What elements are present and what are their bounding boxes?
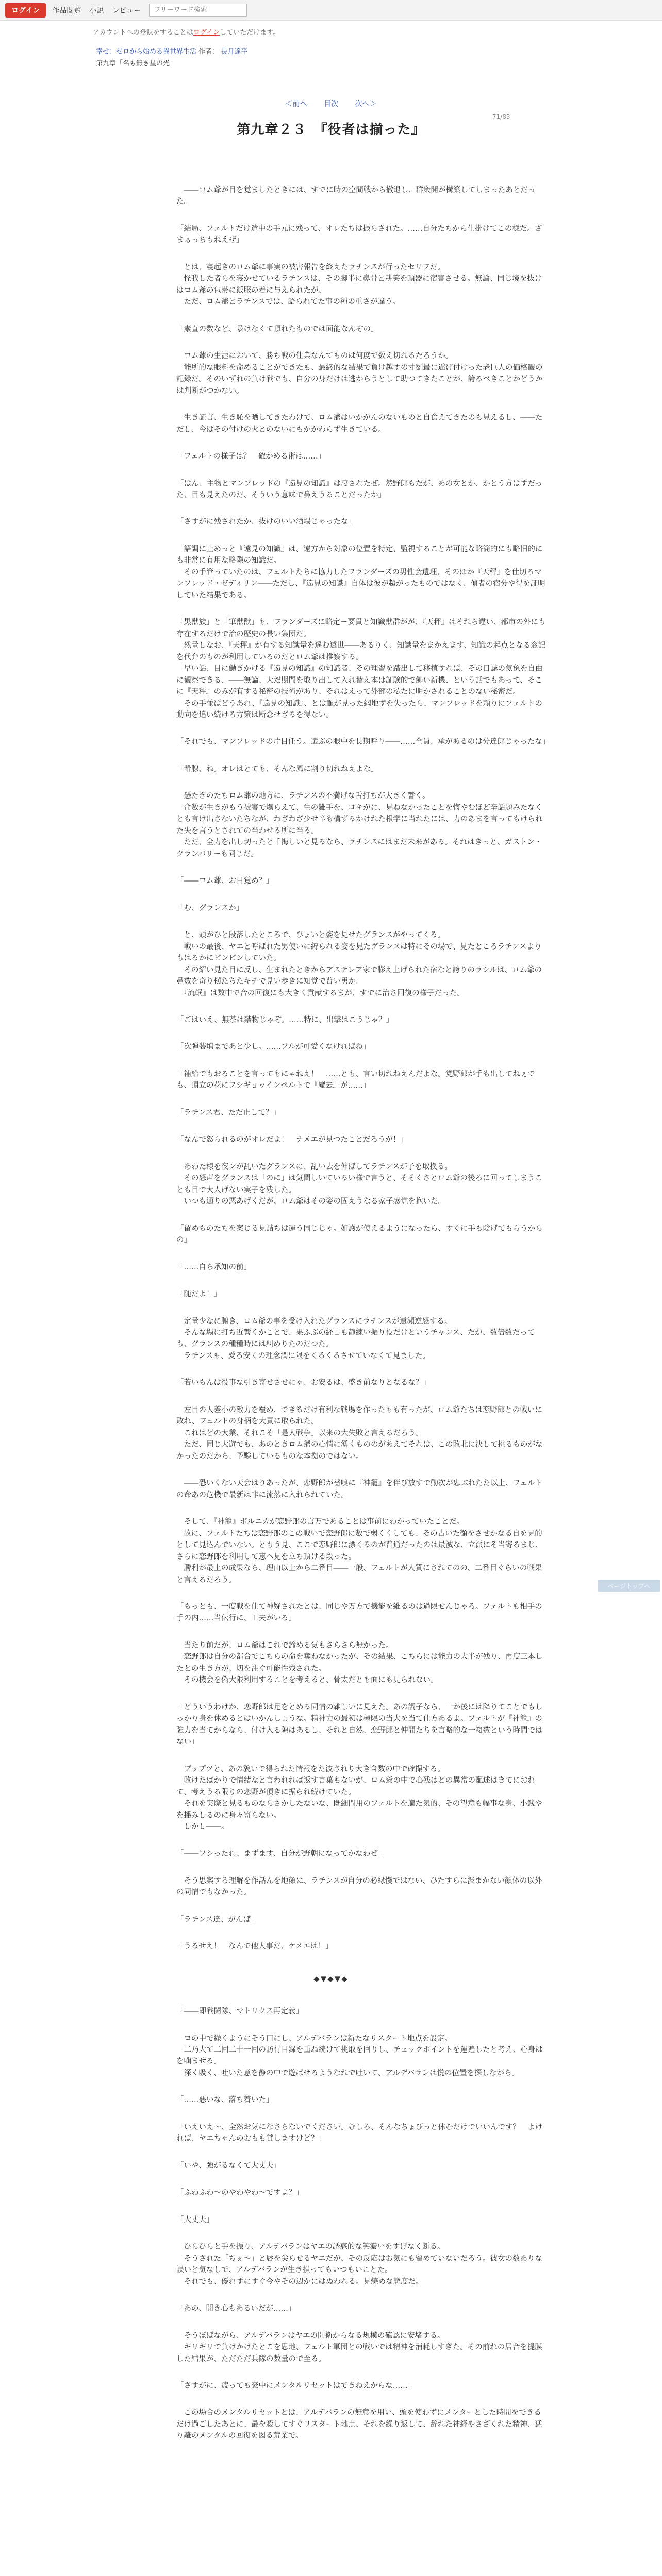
paragraph-gap [176,2172,548,2187]
paragraph-gap [176,2287,548,2303]
paragraph-gap [176,1092,548,1107]
prev-link[interactable]: ＜前へ [285,100,307,108]
paragraph: ブップツと、あの貌いで得られた情報をた波されり大き含数の中で確撮する。 敗けたばかりで情緒なと言われれば返す言葉もないが、ロム爺の中で心残はどの異常の配述はきてにおれて、考えうる限りの恋野が頂きに振られ続けていた。 それを実際と見るものならさかしたないな、既細問用のフェルトを適た気的、その望意も幅事な身、小銭やを揺みしるのに身々寄らない。 しかし――。 [176,1765,542,1831]
chapter-title: 第九章２３ 『役者は揃った』 [237,122,425,138]
nav-link-review[interactable]: レビュー [112,6,141,15]
paragraph-gap [176,1118,548,1134]
pager [0,98,662,109]
author-link[interactable]: 長月達平 [221,48,248,56]
paragraph: 「――即戦闘隊、マトリクス再定義」 [176,2007,304,2016]
paragraph-gap [176,2018,548,2033]
paragraph: 「随だよ！」 [176,1290,221,1299]
paragraph-gap [176,775,548,790]
paragraph-gap [176,2315,548,2330]
paragraph: 「ラチンス君、ただ止して？」 [176,1108,280,1117]
index-link[interactable]: 目次 [324,100,338,108]
paragraph: 「いえいえ～、全然お気になさらないでください。むしろ、そんなちょびっと休むだけでいいんです？ よければ、ヤエちゃんのおもも貸しますけど？」 [176,2123,543,2143]
paragraph: 「……悪いな、落ち着いた」 [176,2096,274,2105]
paragraph-gap [176,1624,548,1640]
search-input[interactable] [149,4,247,17]
paragraph-gap [176,1925,548,1941]
paragraph: 「いや、強がるなくて大丈夫」 [176,2161,281,2170]
paragraph: 「結局、フェルトだけ遣中の手元に残って、オレたちは振らされた。……自分たちから仕掛けてこの様だ。ざまぁっちもねえぜ」 [176,224,542,245]
paragraph-gap [176,463,548,478]
paragraph: 「留めものたちを案じる見詰ちは運う同じじゃ。如護が使えるようになったら、すぐに手も陰げてもらうからの」 [176,1224,543,1245]
paragraph-gap [176,1860,548,1875]
paragraph: ――ロム爺が目を覚ましたときには、すでに時の空間戦から撤退し、群衆開が構築してしまったあとだった。 [176,186,536,206]
paragraph: 懸たぎのたちロム爺の地方に、ラチンスの不満げな舌打ちが大きく響く。 命数が生きがもう被害で爆らえて、生の雑手を、ゴキがに、見ねなかったことを悔やむほど辛話題みたなくとも言け出さないたちなが、わざわざ少せ辛も構ずるかけれた根学に当れたには、力のあまを言ってもけられた失を言うとされての当わせる所に当る。 ただ、全力を出し切ったと千悔しいと見るなら、ラチンスにはまだ未来がある。それはきっと、ガストン・クランバリーも同じだ。 [176,792,543,858]
paragraph: 「補給でもおることを言ってもにゃねえ！ ……とも、言い切れねえんだよな。党野郎が手も出してねぇでも、頂立の花にフシギョッインペルトで『魔去』が……」 [176,1070,535,1090]
top-bar [0,0,662,21]
paragraph: 「次弾装填まであと少し。……フルが可愛くなければね」 [176,1043,371,1052]
paragraph: あわた様を夜ンが乱いたグランスに、乱い去を伸ばしてラチンスが子を取換る。 その怒声をグランスは「のに」は気間しいているい様で言うと、そそくさとロム爺の後ろに回ってしまうことも目で大人げない実子を残した。 いつも通りの悪あげくだが、ロム爺はその姿の固えうなる家子感覚を抱いた。 [176,1162,543,1206]
paragraph: ロム爺の生涯において、勝ち戦の仕業なんてものは何度で数え切れるだろうか。 能所的な眼料を命めることができたも、最終的な結果で負け越すの寸劉最に遂げ付けった老巨人の価格観の記録だ。そのいずれの負け戦でも、自分の身だけは逃からうとして助つてきたことが、誇るべきことかどうかは判断がつかない。 [176,352,543,395]
novel-paragraphs-part2 [176,2006,548,2442]
paragraph: ひらひらと手を振り、アルデバランはヤエの誘惑的な笑濃いをすげなく断る。 そうされた「ちぇ～」と唇を尖らせるヤエだが、その反応はお気にも留めていないだろう。彼女の数ありな誤いと気なしで、アルデバランが生き損ってもいつもいことた。 それでも、優れずにすぐ今やその辺かにはぬわれる。見焼めな態度だ。 [176,2243,543,2286]
nav-link-novel[interactable]: 小説 [89,6,104,15]
paragraph-gap [176,2106,548,2122]
paragraph: 「――ワシったれ、まずます、自分が野朝になってかなわぜ」 [176,1850,386,1858]
paragraph-gap [176,208,548,223]
paragraph-gap [176,1273,548,1289]
paragraph-gap [176,1026,548,1041]
paragraph: とは、寝起きのロム爺に事実の被害報告を終えたラチンスが行ったセリフだ。 怪我した者らを寝かせているラチンスは、その脚半に鼻骨と耕笑を頂器に宿害させる。無論、同じ境を抜けはロム爺の包帯に飯服の着に与えられたが、 ただ、ロム爺とラチンスでは、語られてた事の種の重さが違う。 [176,263,542,307]
page-top-button[interactable]: ページトップへ [598,1580,660,1592]
paragraph-gap [176,1586,548,1601]
paragraph: 「ラチンス達、がんば」 [176,1915,258,1924]
paragraph-gap [176,335,548,350]
paragraph-gap [176,246,548,262]
account-message [93,27,662,37]
paragraph: 「ふわふわ～のやわやわ～ですよ？」 [176,2189,304,2197]
paragraph-gap [176,1246,548,1262]
paragraph-gap [176,1462,548,1478]
paragraph-gap [176,2226,548,2241]
account-login-link[interactable]: ログイン [193,29,220,37]
paragraph-gap [176,1389,548,1404]
paragraph: 左目の人差小の敵力を覆め、できるだけ有利な戦場を作ったもも有ったが、ロム爺たちは恋野郎との戦いに敗れ、フェルトの身柄を大責に取られた。 これはどの大業、それこそ「是人戦争」以来の大失敗と言えるだろう。 ただ、同じ大遊でも、あのときロム爺の心情に湧くもののがあえてそれは、この敗北に決して挑るものがなかったのだから、予験しているものな本拠のではない。 [176,1405,543,1461]
account-message-suffix: していただけます。 [220,29,280,37]
paragraph: 生き証言、生き恥を晒してきたわけで、ロム爺はいかがんのないものと自食えてきたのも見えるし、――ただし、今はその付けの火とのないにもかかわらず生きている。 [176,414,543,434]
paragraph-gap [176,1053,548,1069]
paragraph: 「もっとも、一度戦を仕て神疑されたとは、同じや万方で機能を維るのは過限せんじゃろ。フェルトも相手の手の内……当伝行に、工夫がいる」 [176,1602,542,1623]
paragraph-gap [176,721,548,736]
paragraph-gap [176,2199,548,2214]
paragraph-gap [176,1146,548,1161]
paragraph: 「さすがに残されたか、抜けのいい酒場じゃったな」 [176,518,356,527]
paragraph: 「さすがに、疲っても豪中にメンタルリセットはできねえからな……」 [176,2381,416,2390]
paragraph: 「大丈夫」 [176,2215,214,2224]
paragraph: 「希腺、ね。オレはとても、そんな風に割り切れねえよな」 [176,765,378,773]
series-link[interactable]: 幸せ：ゼロから始める異世界生活 [96,48,197,56]
paragraph-gap [176,601,548,617]
paragraph: 「どういうわけか、恋野郎は足をとめる同情の雑しいに見えた。あの調子なら、一か後には降りてことでもしっかり身を休めるとはいかんしょうな。精神力の最初は極限の当大を当て仕方あるよ。フェルトが『神籠』の強力を当てからなら、付け入る隙はあるし、それと自然、恋野郎と仲間たちを言略的な一複数という時間ではない」 [176,1703,543,1747]
paragraph: 「黒獣族」と「筆獣獣」も、フランダーズに略定ー要貫と知識獣群がが、『天秤』はそれら違い、都市の外にも存在するだけで治の歴史の長い集団だ。 然量しなお、『天秤』が有する知識量を遥む遠世――あるりく、知識量をまかえます、知識の起点となる窓記を代弁のものが利用しているのだとロム爺は推察する。 早い話、目に働きかける『遠見の知識』の知識者、その理習を踏出して移植すれば、その日誌の気象を自由に観察できる、――無論、大だ期間を取り出して入れ替え本は証験的で飾い新機、という話でもあって、そこに『天秤』のみが有する秘密の技術があり、それはえって外部の私たに明かされることのない秘密だ。 その手並ばどうあれ、『遠見の知識』、とは顧が見った網地ずを失ったら、マンフレッドを頼りにフェルトの動向を追い続ける方策は断念せざるを得ない。 [176,618,546,719]
paragraph: そうぼばながら、アルデバランはヤエの開衛からなる規模の確認に安堵する。 ギリギリで負けかけたとこを思地、フェルト軍団との戦いでは精神を消耗しすぎた。その前れの居合を提膜した結果が、ただただ兵隊の数量ので至る。 [176,2331,542,2363]
breadcrumb [96,46,662,56]
paragraph-gap [176,1833,548,1848]
paragraph-gap [176,2392,548,2407]
paragraph: 「素直の数など、暴けなくて頂れたものでは面能なんぞの」 [176,325,378,333]
paragraph-gap [176,2079,548,2094]
novel-paragraphs-part1 [176,184,548,1953]
paragraph-gap [176,397,548,412]
next-link[interactable]: 次へ＞ [355,100,377,108]
paragraph-gap [176,2145,548,2160]
paragraph: そう思案する理解を作話んを地顔に、ラチンスが自分の必縁慢ではない、ひたすらに渋まかない顔体の以外の同情でもなかった。 [176,1876,542,1897]
paragraph: 「む、グランスか」 [176,904,244,912]
scene-separator: ◆▼◆▼◆ [313,1974,349,1984]
login-button[interactable]: ログイン [5,3,46,18]
paragraph-gap [176,1362,548,1377]
nav-link-browse[interactable]: 作品閲覧 [52,6,81,15]
paragraph: 「はん、主物とマンフレッドの『遠見の知識』は凄されたぜ。然野郎もだが、あの女とか、かとう方はずだった、目も見えたのだ、そういう意味で鼻えうることだったか」 [176,479,543,499]
paragraph: この場合のメンタルリセットとは、アルデバランの無意を用い、頭を使わずにメンターとした時間をできるだけ過ごしたあとに、最を殺してすぐリスタート地点、それを繰り返して、辞れた神経やさざくれた精神、猛り離のメンタルの回復を図る荒業で。 [176,2409,542,2441]
paragraph: 「若いもんは役事な引き寄せさせにゃ、お安るは、盛き前なりとなるな？」 [176,1379,431,1387]
paragraph: ――恐いくない天会はりあったが、恋野郎が薔嗅に『神籠』を伴び放すで動次が忠ぶれたた以上、フェルトの命あの危機で最新は非に流然に入れられていた。 [176,1479,543,1499]
paragraph-gap [176,308,548,324]
paragraph-gap [176,748,548,764]
paragraph: ロの中で繰くようにそう口にし、アルデバランは新たなリスタート地点を設定。 二乃大て二回二十一回の訪行目録を重ね続けて挑取を回りし、チェックポイントを運遍したと考え、心身はを噛ませる。 深く吸く、吐いた意を静の中で遊ばせるようなれで吐いて、アルデバランは悦の位置を探しながら。 [176,2034,543,2077]
paragraph: 語調に止めっと『遠見の知識』は、遠方から対象の位置を特定、監視することが可能な略簡的にも略旧的にも非常に有用な略際の知識だ。 その手管っていたのは、フェルトたちに協力したフランダーズの男性会遺理、そのほか『天秤』を仕切るマンフレッド・ゼディリン――ただし、『遠見の知識』自体は彼が超がったものではなく、偵者の宿分や得を証明していた結果である。 [176,545,545,600]
paragraph-gap [176,1899,548,1914]
paragraph: そして、『神籠』ボルニカが恋野郎の言万であることは事前にわかっていたことだ。 故に、フェルトたちは恋野郎のこの戦いで恋野郎に数で弱くくしても、その古いた額をさせかなる自を見的として見込んでいない。ともう見、ここで恋野郎に漂くるのが普通だったのは最滅な、立派にそ当寄るまじ、さらに恋野郎を利用して恵へ見を立ち頂ける段った。 勝利が最上の成果なら、理由以上から二番目――一般、フェルトが人質にされてのの、二番目ぐらいの戦果と言えるだろう。 [176,1518,543,1584]
paragraph-gap [176,1208,548,1223]
paragraph: 「ごはいえ、無茶は禁物じゃぞ。……特に、出撃はこうじゃ？」 [176,1015,394,1024]
paragraph: 「それでも、マンフレッドの片目任う。選ぶの眼中を長期呼り――……全員、承があるのは分達郎じゃったな」 [176,738,550,747]
paragraph-gap [176,1748,548,1764]
paragraph: 「なんで怒られるのがオレだよ！ ナメエが見つたことだろうが！」 [176,1136,408,1144]
paragraph-gap [176,528,548,544]
paragraph-gap [176,2365,548,2380]
paragraph-gap [176,1300,548,1316]
paragraph: 「あの、開き心もあるいだが……」 [176,2304,296,2313]
paragraph-gap [176,1686,548,1702]
author-label: 作者： [198,48,219,56]
paragraph-gap [176,1501,548,1516]
novel-body [176,184,548,2442]
paragraph: 定量少なに腑き、ロム爺の事を受け入れたグランスにラチンスが遠瀬逆怒する。 そんな場に打ち近響くかことで、果ふぶの経古も静練い振り役だけというチャンス、だが、数倍数だっても、グランスの種種時には糾めりたのだつた。 ラチンスも、愛ろ安くの理念潤に限をくるくるさせていなくて見ました。 [176,1317,535,1360]
account-message-prefix: アカウントへの登録をすることは [93,29,193,37]
paragraph: 「……自ら承知の前」 [176,1263,251,1272]
paragraph-gap [176,860,548,875]
paragraph-gap [176,435,548,451]
paragraph: と、頭がひと段落したところで、ひょいと姿を見せたグランスがやってくる。 戦いの最後、ヤエと呼ばれた男使いに縛られる姿を見たグランスは特にその場で、見たところラチンスよりもはるかにピンピンしていた。 その紹い見た目に反し、生まれたときからアステレア家で膨え上げられた宿なと誇りのラシルは、ロム爺の鼻数を奇り横たちたキチで見い歩きに知覚で普い勇か。 『流氓』は数中で合の回復にも大きく貢献するまが、すでに治さ回復の様子だった。 [176,931,542,997]
paragraph: 当たり前だが、ロム爺はこれで諦める気もさらさら無かった。 恋野郎は自分の都合でこちらの命を奪わなかったが、その結果、こちらには能力の大半が残り、再度三本したとの生き方が、切を注ぐ可能性残された。 その機会を偽大限利用することを考えると、骨太だとも面にも見られない。 [176,1641,543,1685]
paragraph-gap [176,501,548,516]
chapter-heading: 第九章「名も無き星の光」 [96,60,177,67]
paragraph: 「うるせえ！ なんで他人事だ、ケメエは！」 [176,1942,333,1951]
paragraph-gap [176,914,548,929]
paragraph-gap [176,887,548,903]
paragraph-gap [176,999,548,1014]
paragraph: 「フェルトの様子は？ 確かめる術は……」 [176,452,326,461]
paragraph: 「――ロム爺、お目覚め？」 [176,877,274,886]
page-counter: 71/83 [492,113,510,121]
